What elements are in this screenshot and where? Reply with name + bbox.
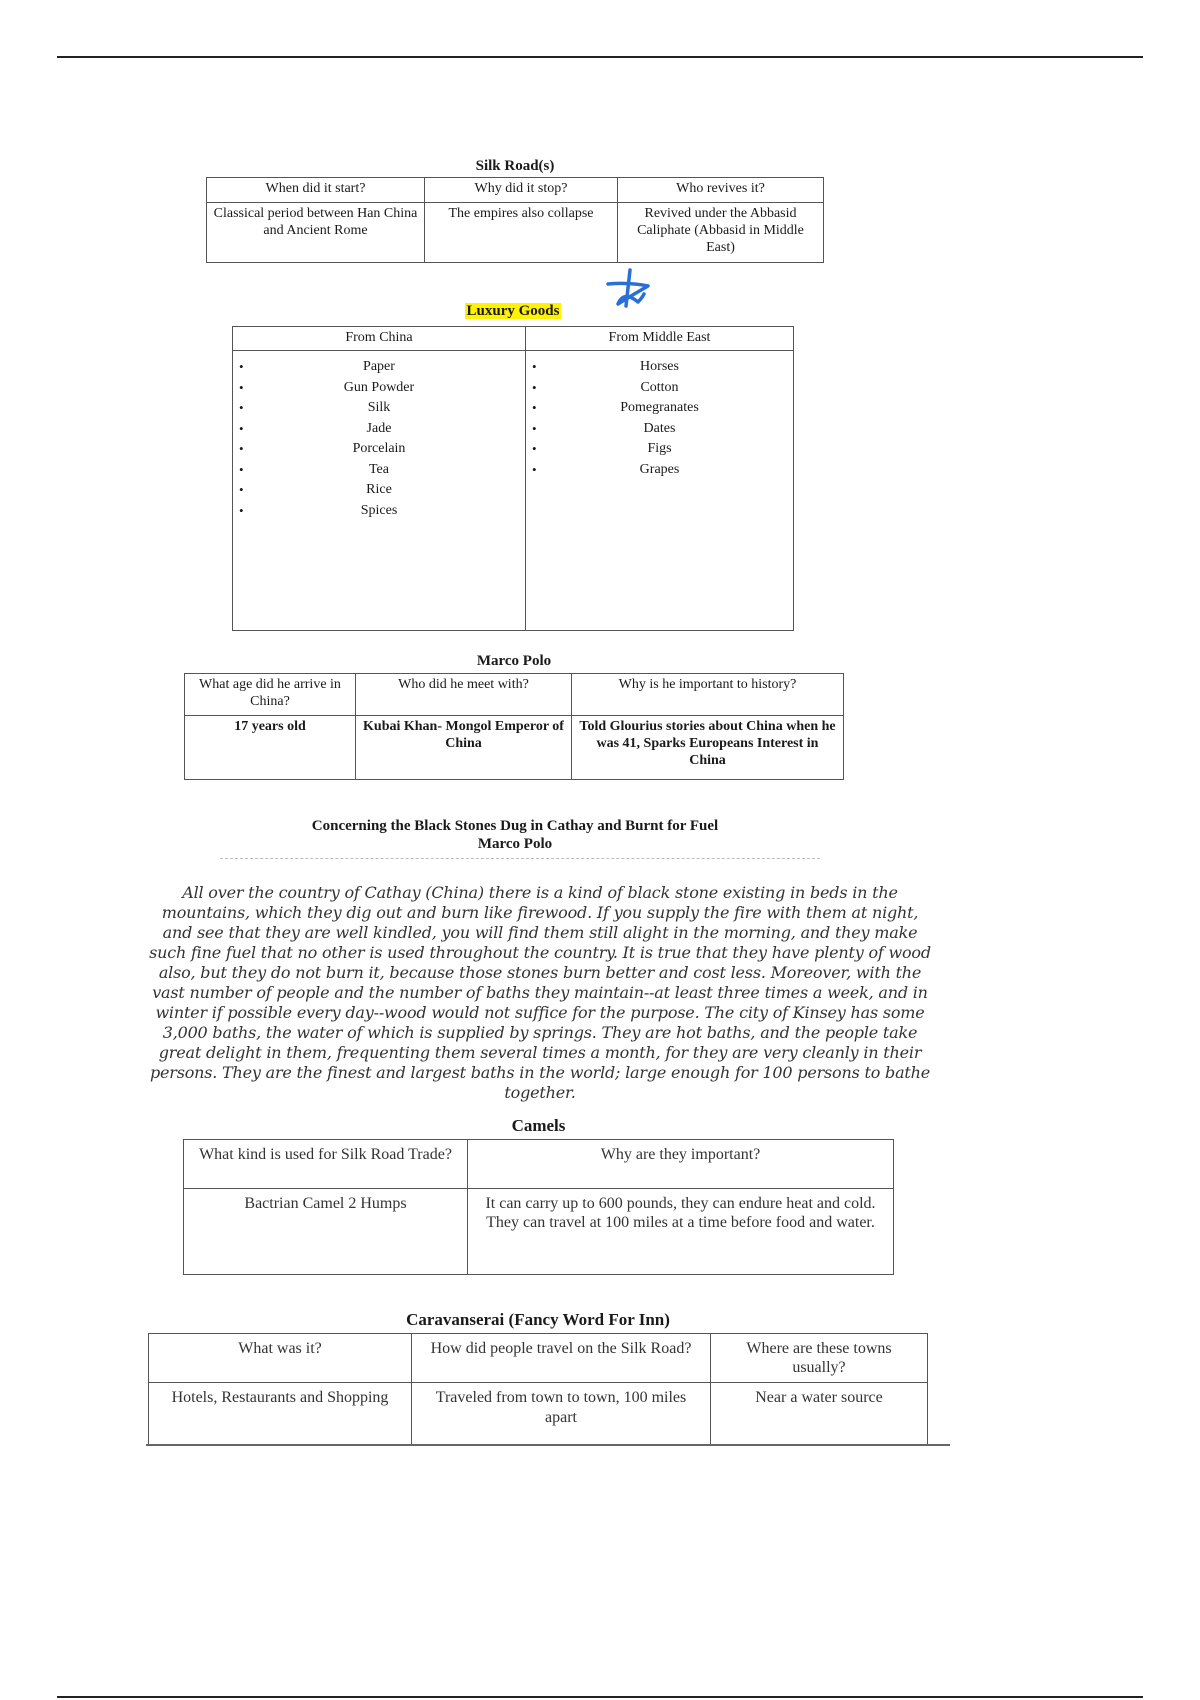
- silk-road-cell-revive: Revived under the Abbasid Caliphate (Abbasid in Middle East): [618, 203, 824, 263]
- marco-polo-header-age: What age did he arrive in China?: [185, 674, 356, 716]
- reading-passage: All over the country of Cathay (China) there is a kind of black stone existing in beds in the mountains, which they dig out and burn like firewood. If you supply the fire with them at night, and see that they are well kindled, you will find them still alight in the morning, and they make such fine fuel that no other is used throughout the country. It is true that they have plenty of wood also, but they do not burn it, because those stones burn better and cost less. Moreover, with the vast number of people and the number of baths they maintain--at least three times a week, and in winter if possible every day--wood would not suffice for the purpose. The city of Kinsey has some 3,000 baths, the water of which is supplied by springs. They are hot baths, and the people take great delight in them, frequenting them several times a month, for they are very cleanly in their persons. They are the finest and largest baths in the world; large enough for 100 persons to bathe together.: [149, 883, 931, 1102]
- luxury-goods-title: [232, 303, 794, 320]
- caravanserai-header-where: Where are these towns usually?: [711, 1334, 928, 1383]
- faded-line-divider: [220, 858, 820, 859]
- bottom-rule: [57, 1696, 1143, 1698]
- china-good: • Gun Powder: [233, 378, 525, 399]
- middle-east-good: • Grapes: [526, 460, 793, 481]
- reading-author: Marco Polo: [477, 836, 553, 852]
- marco-polo-title: Marco Polo: [476, 653, 552, 669]
- china-goods-list: [233, 351, 525, 521]
- silk-road-header-revive: Who revives it?: [618, 178, 824, 203]
- camels-title: Camels: [511, 1116, 566, 1135]
- marco-polo-cell-age: 17 years old: [185, 716, 356, 780]
- marco-polo-table: [184, 673, 844, 780]
- caravanserai-cell-where: Near a water source: [711, 1383, 928, 1445]
- marco-polo-header-met: Who did he meet with?: [356, 674, 572, 716]
- china-good: • Rice: [233, 480, 525, 501]
- camels-cell-importance: It can carry up to 600 pounds, they can endure heat and cold. They can travel at 100 miles at a time before food and water.: [468, 1189, 894, 1275]
- silk-road-table: [206, 177, 824, 263]
- caravanserai-cell-travel: Traveled from town to town, 100 miles apart: [412, 1383, 711, 1445]
- china-good: • Jade: [233, 419, 525, 440]
- middle-east-good: • Figs: [526, 439, 793, 460]
- camels-table: [183, 1139, 894, 1275]
- caravanserai-header-what: What was it?: [149, 1334, 412, 1383]
- middle-east-good: • Cotton: [526, 378, 793, 399]
- china-good: • Tea: [233, 460, 525, 481]
- camels-header-importance: Why are they important?: [468, 1140, 894, 1189]
- luxury-goods-title-text: Luxury Goods: [466, 303, 560, 319]
- caravanserai-title: Caravanserai (Fancy Word For Inn): [406, 1310, 670, 1329]
- caravanserai-header-travel: How did people travel on the Silk Road?: [412, 1334, 711, 1383]
- silk-road-header-stop: Why did it stop?: [425, 178, 618, 203]
- caravanserai-cell-what: Hotels, Restaurants and Shopping: [149, 1383, 412, 1445]
- reading-title: Concerning the Black Stones Dug in Cathay and Burnt for Fuel: [311, 818, 719, 834]
- middle-east-good: • Dates: [526, 419, 793, 440]
- goods-header-china: From China: [233, 327, 526, 351]
- silk-road-header-start: When did it start?: [207, 178, 425, 203]
- caravanserai-table: [148, 1333, 928, 1445]
- goods-cell-middle-east: [526, 351, 794, 631]
- silk-road-cell-start: Classical period between Han China and Ancient Rome: [207, 203, 425, 263]
- camels-cell-kind: Bactrian Camel 2 Humps: [184, 1189, 468, 1275]
- silk-road-title: Silk Road(s): [475, 158, 555, 174]
- middle-east-good: • Pomegranates: [526, 398, 793, 419]
- luxury-goods-table: [232, 326, 794, 631]
- china-good: • Silk: [233, 398, 525, 419]
- china-good: • Spices: [233, 501, 525, 522]
- goods-cell-china: [233, 351, 526, 631]
- top-rule: [57, 56, 1143, 58]
- marco-polo-cell-importance: Told Glourius stories about China when he was 41, Sparks Europeans Interest in China: [572, 716, 844, 780]
- marco-polo-cell-met: Kubai Khan- Mongol Emperor of China: [356, 716, 572, 780]
- silk-road-cell-stop: The empires also collapse: [425, 203, 618, 263]
- china-good: • Paper: [233, 357, 525, 378]
- goods-header-middle-east: From Middle East: [526, 327, 794, 351]
- middle-east-good: • Horses: [526, 357, 793, 378]
- middle-east-goods-list: [526, 351, 793, 480]
- caravanserai-bottom-rule: [146, 1444, 950, 1446]
- marco-polo-header-importance: Why is he important to history?: [572, 674, 844, 716]
- china-good: • Porcelain: [233, 439, 525, 460]
- camels-header-kind: What kind is used for Silk Road Trade?: [184, 1140, 468, 1189]
